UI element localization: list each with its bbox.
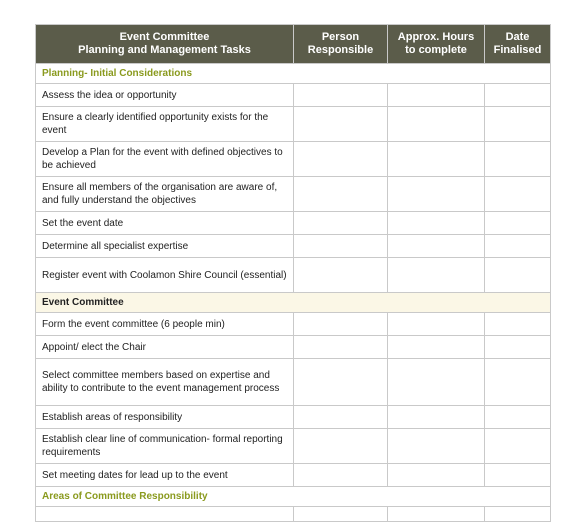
- table-row: [36, 235, 551, 258]
- header-task: Event Committee Planning and Management Tasks: [36, 25, 294, 64]
- header-person-responsible: Person Responsible: [294, 25, 388, 64]
- date-finalised-cell[interactable]: [485, 429, 551, 464]
- approx-hours-cell[interactable]: [388, 142, 485, 177]
- approx-hours-cell[interactable]: [388, 258, 485, 293]
- table-row: [36, 258, 551, 293]
- task-description: Ensure a clearly identified opportunity exists for the event: [36, 107, 294, 142]
- approx-hours-cell[interactable]: [388, 107, 485, 142]
- header-date-finalised: Date Finalised: [485, 25, 551, 64]
- task-description: [36, 507, 294, 522]
- header-approx-hours: Approx. Hours to complete: [388, 25, 485, 64]
- approx-hours-cell[interactable]: [388, 235, 485, 258]
- task-description: Select committee members based on expertise and ability to contribute to the event management process: [36, 359, 294, 406]
- task-description: Establish clear line of communication- formal reporting requirements: [36, 429, 294, 464]
- person-responsible-cell[interactable]: [294, 406, 388, 429]
- event-planning-table: [35, 24, 551, 522]
- table-header-row: [36, 25, 551, 64]
- section-row: [36, 487, 551, 507]
- person-responsible-cell[interactable]: [294, 313, 388, 336]
- table-row: [36, 336, 551, 359]
- date-finalised-cell[interactable]: [485, 258, 551, 293]
- task-description: Set meeting dates for lead up to the event: [36, 464, 294, 487]
- empty-cell[interactable]: [485, 507, 551, 522]
- person-responsible-cell[interactable]: [294, 212, 388, 235]
- date-finalised-cell[interactable]: [485, 142, 551, 177]
- table-row: [36, 142, 551, 177]
- table-row: [36, 84, 551, 107]
- table-row: [36, 177, 551, 212]
- person-responsible-cell[interactable]: [294, 235, 388, 258]
- empty-cell[interactable]: [294, 507, 388, 522]
- table-row: [36, 107, 551, 142]
- table-body: [36, 64, 551, 522]
- person-responsible-cell[interactable]: [294, 359, 388, 406]
- date-finalised-cell[interactable]: [485, 212, 551, 235]
- date-finalised-cell[interactable]: [485, 336, 551, 359]
- approx-hours-cell[interactable]: [388, 406, 485, 429]
- approx-hours-cell[interactable]: [388, 313, 485, 336]
- date-finalised-cell[interactable]: [485, 359, 551, 406]
- empty-cell[interactable]: [388, 507, 485, 522]
- approx-hours-cell[interactable]: [388, 464, 485, 487]
- task-description: Set the event date: [36, 212, 294, 235]
- task-description: Determine all specialist expertise: [36, 235, 294, 258]
- approx-hours-cell[interactable]: [388, 336, 485, 359]
- section-title: Event Committee: [36, 293, 551, 313]
- task-description: Assess the idea or opportunity: [36, 84, 294, 107]
- section-row: [36, 293, 551, 313]
- date-finalised-cell[interactable]: [485, 464, 551, 487]
- approx-hours-cell[interactable]: [388, 429, 485, 464]
- section-row: [36, 64, 551, 84]
- date-finalised-cell[interactable]: [485, 177, 551, 212]
- table-row: [36, 429, 551, 464]
- task-description: Register event with Coolamon Shire Council (essential): [36, 258, 294, 293]
- table-row: [36, 464, 551, 487]
- person-responsible-cell[interactable]: [294, 429, 388, 464]
- approx-hours-cell[interactable]: [388, 177, 485, 212]
- approx-hours-cell[interactable]: [388, 359, 485, 406]
- person-responsible-cell[interactable]: [294, 336, 388, 359]
- task-description: Develop a Plan for the event with defined objectives to be achieved: [36, 142, 294, 177]
- date-finalised-cell[interactable]: [485, 313, 551, 336]
- person-responsible-cell[interactable]: [294, 258, 388, 293]
- date-finalised-cell[interactable]: [485, 84, 551, 107]
- task-description: Appoint/ elect the Chair: [36, 336, 294, 359]
- date-finalised-cell[interactable]: [485, 235, 551, 258]
- table-row: [36, 406, 551, 429]
- date-finalised-cell[interactable]: [485, 107, 551, 142]
- table-row: [36, 507, 551, 522]
- task-description: Ensure all members of the organisation are aware of, and fully understand the objectives: [36, 177, 294, 212]
- date-finalised-cell[interactable]: [485, 406, 551, 429]
- table-row: [36, 359, 551, 406]
- task-description: Form the event committee (6 people min): [36, 313, 294, 336]
- section-title: Areas of Committee Responsibility: [36, 487, 551, 507]
- person-responsible-cell[interactable]: [294, 464, 388, 487]
- table-row: [36, 313, 551, 336]
- person-responsible-cell[interactable]: [294, 177, 388, 212]
- person-responsible-cell[interactable]: [294, 84, 388, 107]
- task-description: Establish areas of responsibility: [36, 406, 294, 429]
- table-row: [36, 212, 551, 235]
- approx-hours-cell[interactable]: [388, 212, 485, 235]
- person-responsible-cell[interactable]: [294, 142, 388, 177]
- section-title: Planning- Initial Considerations: [36, 64, 551, 84]
- person-responsible-cell[interactable]: [294, 107, 388, 142]
- approx-hours-cell[interactable]: [388, 84, 485, 107]
